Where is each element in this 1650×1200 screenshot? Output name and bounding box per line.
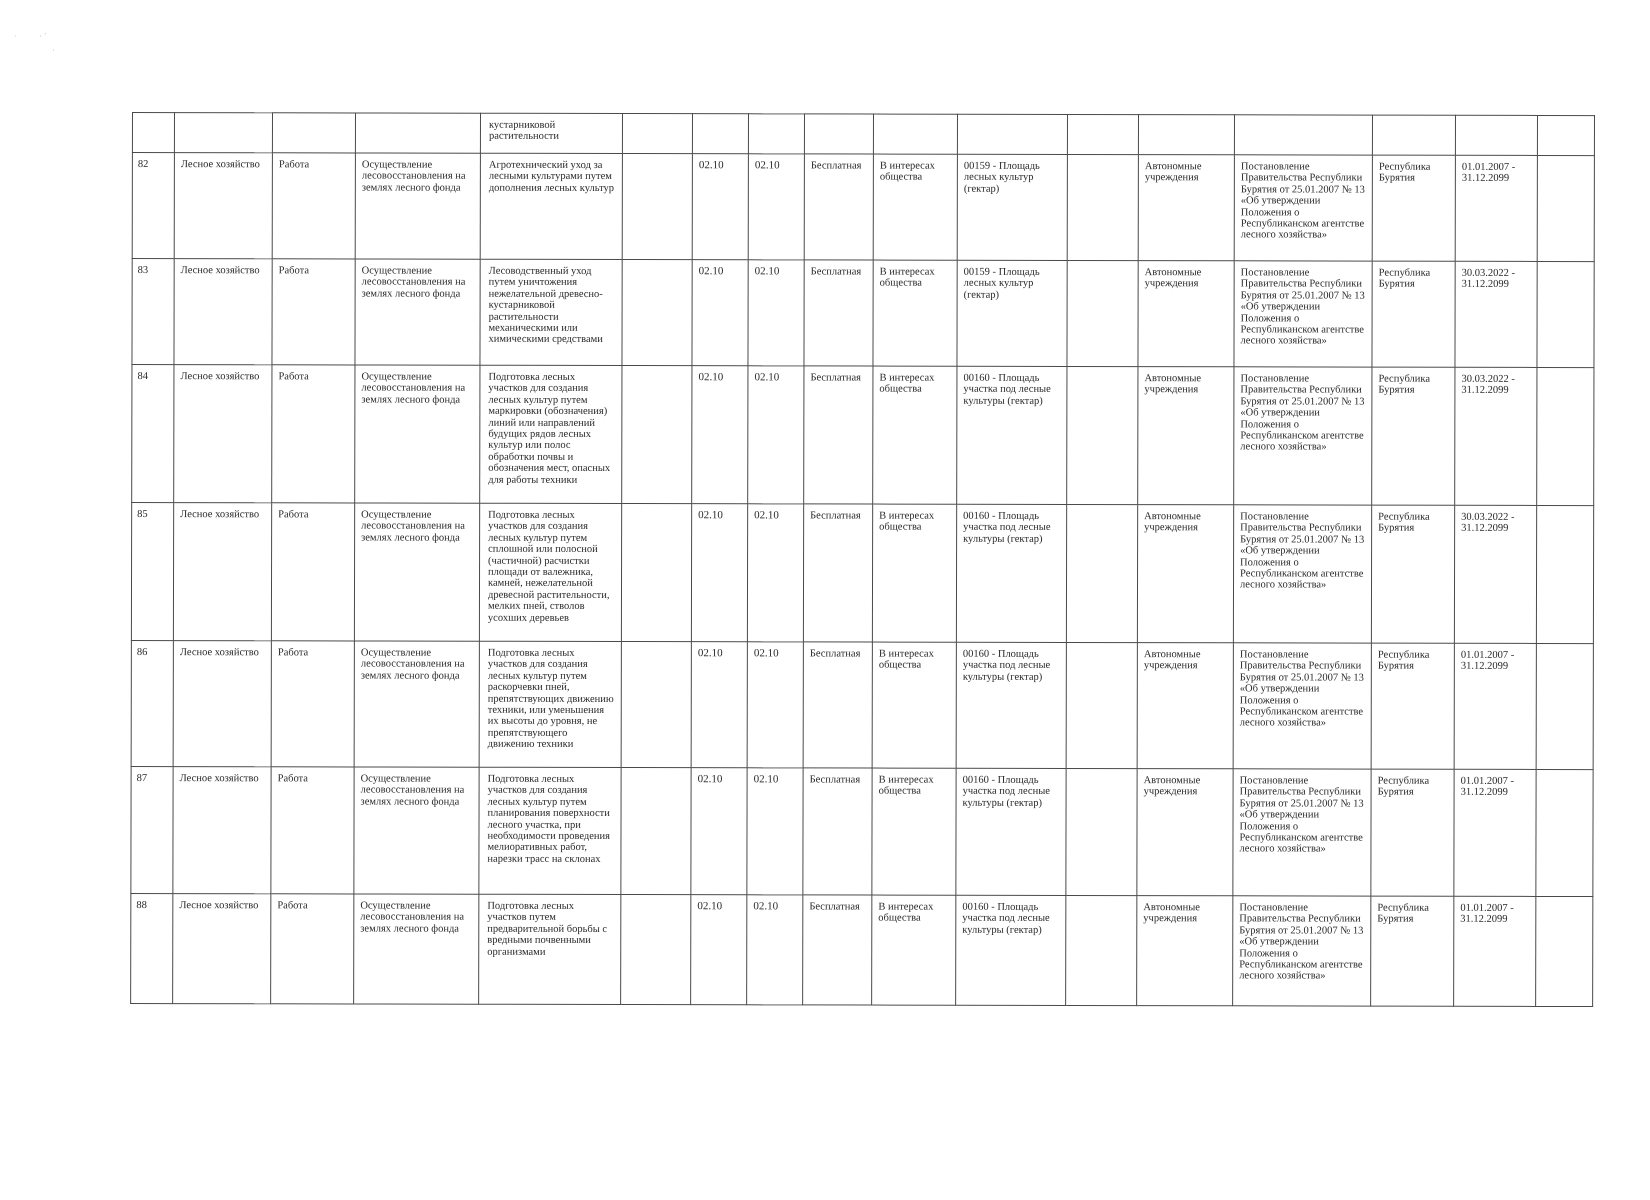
table-row	[131, 503, 1593, 644]
cell-institution: Автономные учреждения	[1137, 505, 1233, 643]
cell-region: Республика Бурятия	[1371, 896, 1454, 1006]
cell-period: 01.01.2007 - 31.12.2099	[1455, 155, 1537, 261]
cell-empty-12	[1066, 768, 1137, 895]
cell-empty-12	[1066, 504, 1137, 642]
cell-empty-6	[621, 504, 691, 642]
table-row	[131, 893, 1593, 1006]
cell-measure: 00160 - Площадь участка под лесные культуры (гектар)	[957, 366, 1067, 504]
cell-content: Подготовка лесных участков для создания лесных культур путем сплошной или полосной (частичной) расчистки площади от валежника, камней, нежелательной древесной растительности, мелких пней, стволов усохших деревьев	[479, 503, 621, 641]
cell-empty-6	[621, 895, 691, 1005]
cell-empty-12	[1066, 642, 1137, 768]
cell-type: Работа	[271, 503, 354, 641]
cell-type: Работа	[272, 365, 355, 503]
cell-name: Осуществление лесовосстановления на землях лесного фонда	[354, 641, 479, 767]
cell-sphere: Лесное хозяйство	[173, 503, 271, 641]
cell-interest: В интересах общества	[873, 260, 957, 366]
cell-content: Подготовка лесных участков путем предварительной борьбы с вредными почвенными организмами	[479, 894, 621, 1004]
cell-region: Республика Бурятия	[1371, 643, 1454, 769]
cell-period: 30.03.2022 - 31.12.2099	[1454, 505, 1536, 643]
cell-period: 01.01.2007 - 31.12.2099	[1454, 643, 1536, 769]
cell-number	[132, 113, 174, 153]
cell-region: Республика Бурятия	[1372, 155, 1455, 261]
cell-measure: 00160 - Площадь участка под лесные культуры (гектар)	[956, 642, 1066, 768]
cell-code-1: 02.10	[692, 260, 748, 366]
cell-region: Республика Бурятия	[1372, 367, 1455, 505]
cell-payment: Бесплатная	[803, 504, 872, 642]
cell-content: Агротехнический уход за лесными культурами путем дополнения лесных культур	[480, 153, 622, 259]
cell-code-2: 02.10	[748, 154, 804, 260]
cell-name	[355, 113, 480, 153]
cell-empty-6	[621, 768, 691, 895]
cell-number: 82	[132, 153, 174, 259]
cell-sphere: Лесное хозяйство	[174, 365, 272, 503]
cell-type: Работа	[271, 767, 354, 894]
cell-content: Подготовка лесных участков для создания лесных культур путем раскорчевки пней, препятствующих движению техники, или уменьшения их высоты до уровня, не препятствующего движению техники	[479, 641, 621, 767]
cell-empty-17	[1536, 643, 1593, 769]
cell-legal-act: Постановление Правительства Республики Бурятия от 25.01.2007 № 13 «Об утверждении Положения о Республиканском агентстве лесного хозяйства»	[1234, 261, 1372, 367]
cell-interest: В интересах общества	[872, 895, 956, 1005]
cell-interest: В интересах общества	[873, 366, 957, 504]
cell-sphere: Лесное хозяйство	[173, 767, 271, 894]
cell-period: 30.03.2022 - 31.12.2099	[1455, 367, 1537, 505]
cell-empty-17	[1537, 155, 1594, 261]
cell-payment: Бесплатная	[804, 154, 873, 260]
cell-period: 01.01.2007 - 31.12.2099	[1454, 896, 1536, 1006]
registry-rows	[131, 113, 1595, 1007]
cell-code-1: 02.10	[691, 768, 747, 895]
cell-period: 01.01.2007 - 31.12.2099	[1454, 769, 1536, 896]
cell-sphere: Лесное хозяйство	[173, 894, 271, 1004]
cell-interest: В интересах общества	[873, 154, 957, 260]
cell-code-2: 02.10	[747, 895, 803, 1005]
cell-payment: Бесплатная	[803, 768, 872, 895]
cell-number: 88	[131, 893, 173, 1003]
cell-interest: В интересах общества	[872, 768, 956, 895]
cell-name: Осуществление лесовосстановления на землях лесного фонда	[355, 259, 480, 365]
cell-institution: Автономные учреждения	[1138, 155, 1234, 261]
cell-payment: Бесплатная	[803, 895, 872, 1005]
cell-empty-6	[622, 154, 692, 260]
cell-type	[272, 113, 355, 153]
table-row	[132, 259, 1594, 368]
cell-measure	[957, 114, 1067, 154]
cell-code-2: 02.10	[747, 504, 803, 642]
cell-measure: 00159 - Площадь лесных культур (гектар)	[957, 154, 1067, 260]
cell-empty-12	[1067, 260, 1138, 366]
cell-region: Республика Бурятия	[1371, 769, 1454, 896]
cell-number: 86	[131, 640, 173, 766]
table-row	[132, 153, 1594, 262]
cell-interest	[873, 114, 957, 154]
cell-sphere: Лесное хозяйство	[174, 259, 272, 365]
cell-legal-act: Постановление Правительства Республики Бурятия от 25.01.2007 № 13 «Об утверждении Положения о Республиканском агентстве лесного хозяйства»	[1233, 643, 1371, 769]
cell-sphere: Лесное хозяйство	[174, 153, 272, 259]
cell-code-2: 02.10	[748, 366, 804, 504]
cell-legal-act: Постановление Правительства Республики Бурятия от 25.01.2007 № 13 «Об утверждении Положения о Республиканском агентстве лесного хозяйства»	[1234, 367, 1372, 505]
cell-sphere: Лесное хозяйство	[173, 641, 271, 767]
cell-name: Осуществление лесовосстановления на землях лесного фонда	[354, 894, 479, 1004]
cell-name: Осуществление лесовосстановления на землях лесного фонда	[355, 153, 480, 259]
cell-number: 85	[131, 503, 173, 641]
cell-sphere	[174, 113, 272, 153]
cell-code-1: 02.10	[692, 366, 748, 504]
cell-empty-17	[1537, 261, 1594, 367]
cell-empty-17	[1537, 115, 1594, 155]
cell-name: Осуществление лесовосстановления на землях лесного фонда	[355, 365, 480, 503]
cell-legal-act: Постановление Правительства Республики Бурятия от 25.01.2007 № 13 «Об утверждении Положения о Республиканском агентстве лесного хозяйства»	[1233, 769, 1371, 896]
table-row	[131, 640, 1593, 769]
table-row	[132, 113, 1594, 156]
cell-code-1: 02.10	[691, 895, 747, 1005]
cell-content: Подготовка лесных участков для создания лесных культур путем планирования поверхности лесного участка, при необходимости проведения мелиоративных работ, нарезки трасс на склонах	[479, 767, 621, 894]
cell-empty-17	[1536, 896, 1593, 1006]
cell-empty-6	[622, 260, 692, 366]
cell-measure: 00160 - Площадь участка под лесные культуры (гектар)	[956, 504, 1066, 642]
table-row	[132, 365, 1594, 506]
cell-code-1: 02.10	[691, 642, 747, 768]
cell-measure: 00160 - Площадь участка под лесные культуры (гектар)	[956, 895, 1066, 1005]
cell-empty-12	[1067, 114, 1138, 154]
cell-empty-17	[1537, 367, 1594, 505]
cell-institution	[1138, 115, 1234, 155]
cell-legal-act	[1234, 115, 1372, 155]
cell-legal-act: Постановление Правительства Республики Бурятия от 25.01.2007 № 13 «Об утверждении Положения о Республиканском агентстве лесного хозяйства»	[1233, 896, 1371, 1006]
cell-payment: Бесплатная	[803, 642, 872, 768]
cell-number: 84	[132, 365, 174, 503]
cell-code-2: 02.10	[747, 642, 803, 768]
scan-artifact: · · ′ ·	[14, 32, 55, 55]
cell-interest: В интересах общества	[872, 642, 956, 768]
cell-empty-6	[622, 366, 692, 504]
cell-type: Работа	[271, 894, 354, 1004]
cell-empty-6	[622, 114, 692, 154]
cell-payment	[804, 114, 873, 154]
cell-institution: Автономные учреждения	[1137, 896, 1233, 1006]
cell-interest: В интересах общества	[872, 504, 956, 642]
cell-measure: 00159 - Площадь лесных культур (гектар)	[957, 260, 1067, 366]
cell-institution: Автономные учреждения	[1138, 367, 1234, 505]
cell-code-2: 02.10	[747, 768, 803, 895]
cell-legal-act: Постановление Правительства Республики Бурятия от 25.01.2007 № 13 «Об утверждении Положения о Республиканском агентстве лесного хозяйства»	[1234, 155, 1372, 261]
cell-region	[1372, 115, 1455, 155]
cell-number: 83	[132, 259, 174, 365]
cell-region: Республика Бурятия	[1371, 505, 1454, 643]
cell-empty-6	[621, 642, 691, 768]
cell-code-2	[748, 114, 804, 154]
cell-code-2: 02.10	[748, 260, 804, 366]
table-row	[131, 766, 1593, 896]
cell-period: 30.03.2022 - 31.12.2099	[1455, 261, 1537, 367]
cell-empty-17	[1536, 505, 1593, 643]
cell-empty-12	[1067, 366, 1138, 504]
cell-empty-17	[1536, 769, 1593, 896]
cell-name: Осуществление лесовосстановления на землях лесного фонда	[354, 503, 479, 641]
cell-type: Работа	[271, 641, 354, 767]
registry-table	[130, 112, 1595, 1007]
cell-legal-act: Постановление Правительства Республики Бурятия от 25.01.2007 № 13 «Об утверждении Положения о Республиканском агентстве лесного хозяйства»	[1233, 505, 1371, 643]
cell-type: Работа	[272, 259, 355, 365]
cell-measure: 00160 - Площадь участка под лесные культуры (гектар)	[956, 768, 1066, 895]
cell-code-1: 02.10	[691, 504, 747, 642]
cell-empty-12	[1066, 895, 1137, 1005]
cell-institution: Автономные учреждения	[1138, 261, 1234, 367]
cell-empty-12	[1067, 154, 1138, 260]
cell-payment: Бесплатная	[804, 260, 873, 366]
cell-type: Работа	[272, 153, 355, 259]
cell-number: 87	[131, 766, 173, 893]
cell-name: Осуществление лесовосстановления на землях лесного фонда	[354, 767, 479, 894]
cell-code-1	[692, 114, 748, 154]
cell-code-1: 02.10	[692, 154, 748, 260]
cell-content: кустарниковой растительности	[480, 113, 622, 153]
cell-content: Лесоводственный уход путем уничтожения нежелательной древесно-кустарниковой растительности механическими или химическими средствами	[480, 259, 622, 365]
cell-period	[1455, 115, 1537, 155]
cell-content: Подготовка лесных участков для создания лесных культур путем маркировки (обозначения) линий или направлений будущих рядов лесных культур или полос обработки почвы и обозначения мест, опасных для работы техники	[480, 365, 622, 503]
cell-institution: Автономные учреждения	[1137, 643, 1233, 769]
cell-payment: Бесплатная	[804, 366, 873, 504]
cell-region: Республика Бурятия	[1372, 261, 1455, 367]
cell-institution: Автономные учреждения	[1137, 769, 1233, 896]
